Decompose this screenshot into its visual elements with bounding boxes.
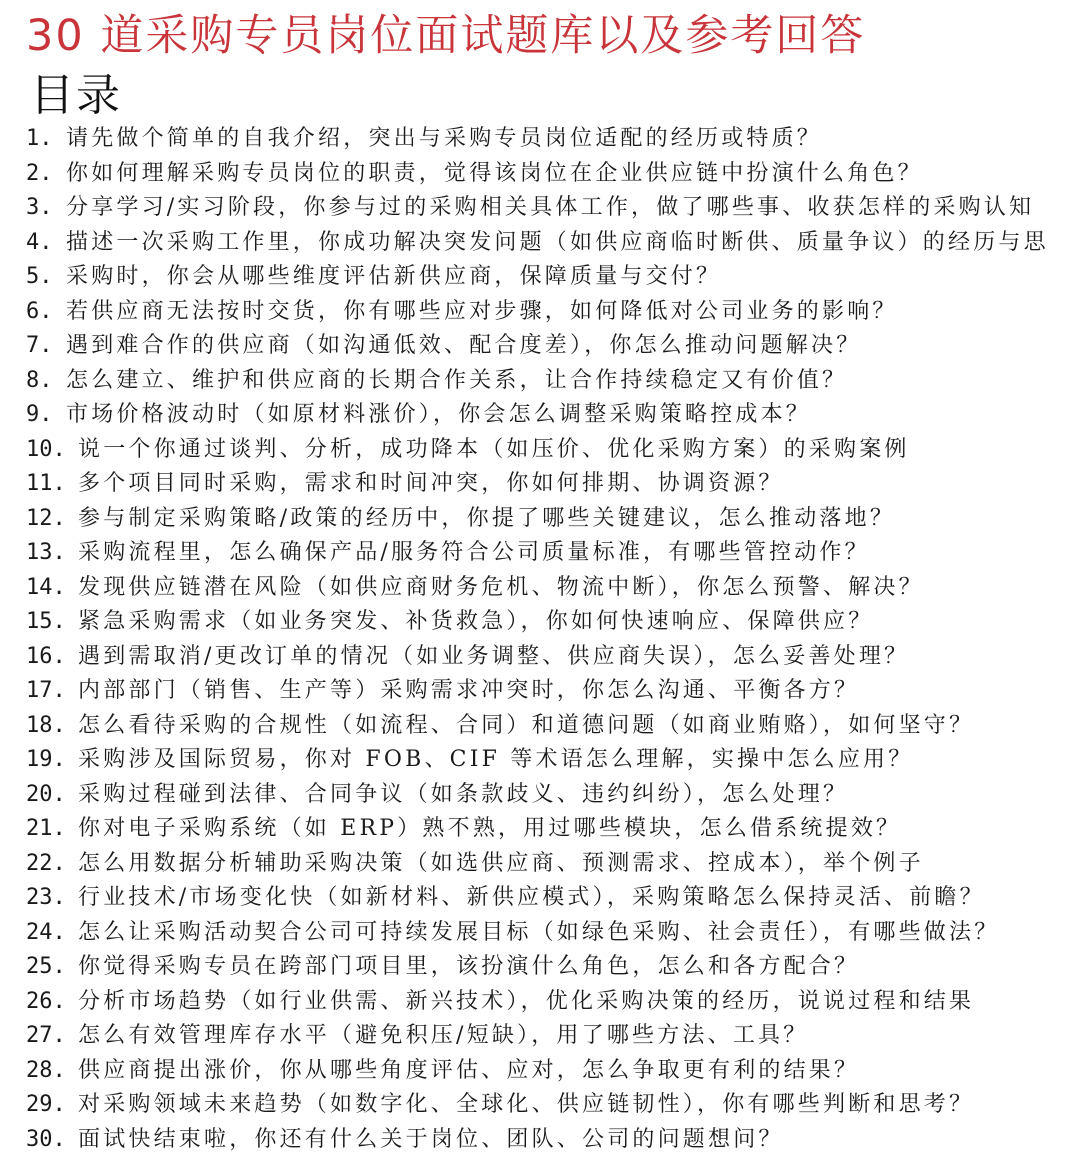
question-text: 你如何理解采购专员岗位的职责，觉得该岗位在企业供应链中扮演什么角色？ xyxy=(66,160,923,186)
question-text: 分享学习/实习阶段，你参与过的采购相关具体工作，做了哪些事、收获怎样的采购认知 xyxy=(66,195,1035,220)
question-item xyxy=(26,1054,1080,1089)
question-number: 27. xyxy=(26,1023,66,1048)
question-number: 9. xyxy=(26,402,53,427)
question-text: 对采购领域未来趋势（如数字化、全球化、供应链韧性），你有哪些判断和思考？ xyxy=(78,1092,975,1117)
question-text: 内部部门（销售、生产等）采购需求冲突时，你怎么沟通、平衡各方？ xyxy=(78,678,860,703)
question-text: 供应商提出涨价，你从哪些角度评估、应对，怎么争取更有利的结果？ xyxy=(78,1057,860,1083)
question-item xyxy=(26,364,1080,399)
question-number: 18. xyxy=(26,712,66,738)
question-item xyxy=(26,260,1080,295)
question-item xyxy=(26,433,1080,468)
question-number: 8. xyxy=(26,367,53,393)
question-text: 怎么建立、维护和供应商的长期合作关系，让合作持续稳定又有价值？ xyxy=(66,367,848,393)
question-text: 若供应商无法按时交货，你有哪些应对步骤，如何降低对公司业务的影响？ xyxy=(66,298,898,324)
question-item xyxy=(26,709,1080,744)
question-number: 13. xyxy=(26,540,66,565)
question-item xyxy=(26,398,1080,433)
question-item xyxy=(26,950,1080,985)
question-text: 说一个你通过谈判、分析，成功降本（如压价、优化采购方案）的采购案例 xyxy=(78,436,910,462)
question-text: 描述一次采购工作里，你成功解决突发问题（如供应商临时断供、质量争议）的经历与思 xyxy=(66,229,1049,255)
question-number: 19. xyxy=(26,747,66,772)
question-number: 5. xyxy=(26,264,53,289)
question-item xyxy=(26,226,1080,261)
question-item xyxy=(26,847,1080,882)
question-item xyxy=(26,605,1080,640)
question-number: 23. xyxy=(26,885,66,910)
question-text: 你对电子采购系统（如 ERP）熟不熟，用过哪些模块，怎么借系统提效？ xyxy=(78,816,902,841)
question-number: 20. xyxy=(26,781,66,807)
question-number: 17. xyxy=(26,678,66,703)
document-title: 30 道采购专员岗位面试题库以及参考回答 xyxy=(26,11,866,61)
question-number: 2. xyxy=(26,160,53,186)
question-text: 采购涉及国际贸易，你对 FOB、CIF 等术语怎么理解，实操中怎么应用？ xyxy=(78,747,914,772)
question-text: 分析市场趋势（如行业供需、新兴技术），优化采购决策的经历，说说过程和结果 xyxy=(78,988,975,1014)
question-item xyxy=(26,536,1080,571)
question-text: 采购时，你会从哪些维度评估新供应商，保障质量与交付？ xyxy=(66,264,722,289)
question-item xyxy=(26,191,1080,226)
question-item xyxy=(26,122,1080,157)
question-item xyxy=(26,329,1080,364)
question-text: 紧急采购需求（如业务突发、补货救急），你如何快速响应、保障供应？ xyxy=(78,609,874,634)
question-number: 24. xyxy=(26,919,66,945)
question-text: 你觉得采购专员在跨部门项目里，该扮演什么角色，怎么和各方配合？ xyxy=(78,954,860,979)
question-number: 12. xyxy=(26,505,66,531)
question-number: 4. xyxy=(26,229,53,255)
question-item xyxy=(26,881,1080,916)
question-text: 面试快结束啦，你还有什么关于岗位、团队、公司的问题想问？ xyxy=(78,1126,784,1152)
question-item xyxy=(26,1019,1080,1054)
question-item xyxy=(26,1088,1080,1123)
question-text: 遇到难合作的供应商（如沟通低效、配合度差），你怎么推动问题解决？ xyxy=(66,333,862,358)
question-text: 采购过程碰到法律、合同争议（如条款歧义、违约纠纷），怎么处理？ xyxy=(78,781,849,807)
question-item xyxy=(26,812,1080,847)
question-number: 26. xyxy=(26,988,66,1014)
question-number: 25. xyxy=(26,954,66,979)
question-text: 怎么让采购活动契合公司可持续发展目标（如绿色采购、社会责任），有哪些做法？ xyxy=(78,919,1000,945)
question-number: 3. xyxy=(26,195,53,220)
question-number: 11. xyxy=(26,471,66,496)
question-number: 15. xyxy=(26,609,66,634)
question-item xyxy=(26,295,1080,330)
question-item xyxy=(26,640,1080,675)
question-list xyxy=(26,122,1080,1157)
question-item xyxy=(26,571,1080,606)
question-text: 请先做个简单的自我介绍，突出与采购专员岗位适配的经历或特质？ xyxy=(66,126,823,151)
question-item xyxy=(26,1123,1080,1158)
question-number: 10. xyxy=(26,436,66,462)
question-item xyxy=(26,778,1080,813)
question-text: 行业技术/市场变化快（如新材料、新供应模式），采购策略怎么保持灵活、前瞻？ xyxy=(78,885,985,910)
question-text: 多个项目同时采购，需求和时间冲突，你如何排期、协调资源？ xyxy=(78,471,784,496)
question-number: 22. xyxy=(26,850,66,876)
question-text: 采购流程里，怎么确保产品/服务符合公司质量标准，有哪些管控动作？ xyxy=(78,540,870,565)
question-text: 怎么用数据分析辅助采购决策（如选供应商、预测需求、控成本），举个例子 xyxy=(78,850,924,876)
question-item xyxy=(26,985,1080,1020)
question-item xyxy=(26,157,1080,192)
question-text: 发现供应链潜在风险（如供应商财务危机、物流中断），你怎么预警、解决？ xyxy=(78,574,924,600)
question-number: 1. xyxy=(26,126,53,151)
question-number: 30. xyxy=(26,1126,66,1152)
question-number: 29. xyxy=(26,1092,66,1117)
question-number: 7. xyxy=(26,333,53,358)
question-item xyxy=(26,467,1080,502)
question-number: 6. xyxy=(26,298,53,324)
question-text: 参与制定采购策略/政策的经历中，你提了哪些关键建议，怎么推动落地？ xyxy=(78,505,896,531)
question-text: 市场价格波动时（如原材料涨价），你会怎么调整采购策略控成本？ xyxy=(66,402,812,427)
question-text: 遇到需取消/更改订单的情况（如业务调整、供应商失误），怎么妥善处理？ xyxy=(78,643,910,669)
question-number: 21. xyxy=(26,816,66,841)
question-text: 怎么有效管理库存水平（避免积压/短缺），用了哪些方法、工具？ xyxy=(78,1023,809,1048)
question-item xyxy=(26,502,1080,537)
question-number: 14. xyxy=(26,574,66,600)
question-number: 16. xyxy=(26,643,66,669)
question-text: 怎么看待采购的合规性（如流程、合同）和道德问题（如商业贿赂），如何坚守？ xyxy=(78,712,975,738)
question-item xyxy=(26,916,1080,951)
question-item xyxy=(26,743,1080,778)
question-item xyxy=(26,674,1080,709)
toc-heading: 目录 xyxy=(30,70,122,121)
question-number: 28. xyxy=(26,1057,66,1083)
